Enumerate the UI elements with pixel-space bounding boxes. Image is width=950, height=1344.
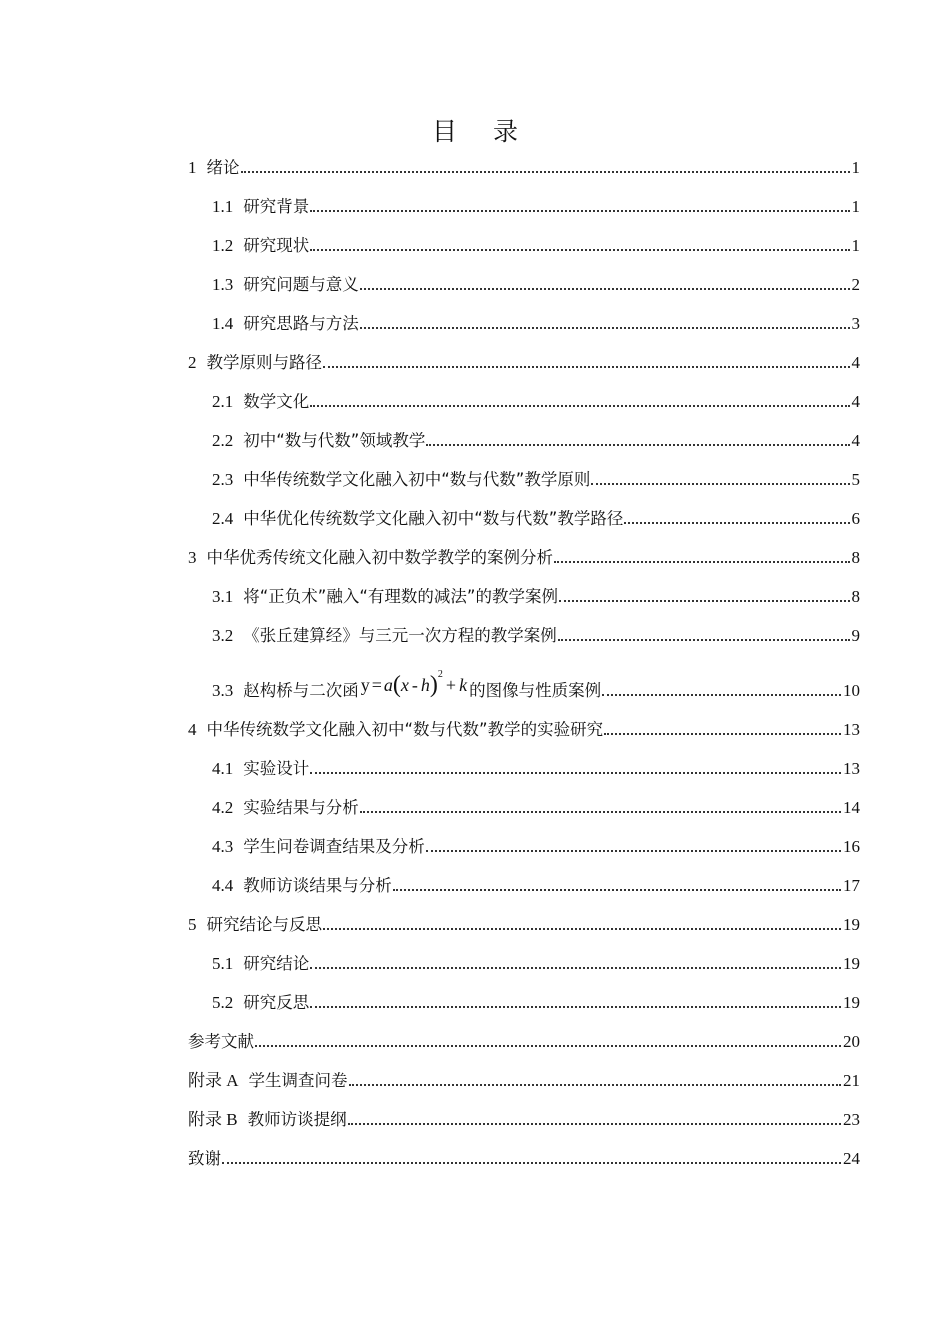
formula-exponent: 2 bbox=[437, 669, 443, 680]
toc-entry-1-4[interactable] bbox=[212, 308, 860, 334]
toc-entry-number: 1.4 bbox=[212, 314, 234, 333]
dot-leader bbox=[624, 522, 849, 524]
toc-entry-2-4[interactable] bbox=[212, 503, 860, 529]
toc-entry-title: 致谢 bbox=[188, 1149, 221, 1168]
toc-entry-page: 9 bbox=[851, 626, 860, 645]
toc-entry-number: 4.2 bbox=[212, 798, 234, 817]
dot-leader bbox=[604, 733, 841, 735]
formula-plus: + bbox=[445, 675, 457, 695]
toc-entry-title: 教学原则与路径 bbox=[206, 353, 322, 372]
quadratic-formula bbox=[360, 669, 468, 698]
toc-entry-4-2[interactable] bbox=[212, 792, 860, 818]
toc-entry-1[interactable] bbox=[188, 152, 860, 178]
dot-leader bbox=[393, 889, 841, 891]
toc-entry-5-2[interactable] bbox=[212, 987, 860, 1013]
dot-leader bbox=[348, 1123, 841, 1125]
toc-entry-3-1[interactable] bbox=[212, 581, 860, 607]
toc-entry-number: 2.3 bbox=[212, 470, 234, 489]
toc-entry-5[interactable] bbox=[188, 909, 860, 935]
dot-leader bbox=[255, 1045, 841, 1047]
dot-leader bbox=[310, 967, 841, 969]
toc-entry-title: 实验设计 bbox=[243, 759, 310, 778]
toc-entry-page: 1 bbox=[851, 197, 860, 216]
toc-entry-page: 6 bbox=[851, 509, 860, 528]
formula-x: x bbox=[400, 675, 409, 695]
toc-entry-number: 1.3 bbox=[212, 275, 234, 294]
toc-entry-number: 1.1 bbox=[212, 197, 234, 216]
toc-entry-page: 24 bbox=[843, 1149, 860, 1168]
toc-entry-number: 3.1 bbox=[212, 587, 234, 606]
toc-entry-title: 研究问题与意义 bbox=[243, 275, 359, 294]
toc-entry-page: 17 bbox=[843, 876, 860, 895]
dot-leader bbox=[310, 210, 849, 212]
toc-entry-page: 1 bbox=[851, 158, 860, 177]
formula-y: y bbox=[360, 675, 370, 695]
formula-h: h bbox=[420, 675, 430, 695]
dot-leader bbox=[360, 327, 850, 329]
dot-leader bbox=[558, 639, 850, 641]
toc-entry-page: 2 bbox=[851, 275, 860, 294]
dot-leader bbox=[554, 561, 850, 563]
toc-entry-number: 2 bbox=[188, 353, 197, 372]
dot-leader bbox=[360, 811, 841, 813]
toc-entry-title-after: 的图像与性质案例 bbox=[469, 681, 602, 700]
formula-minus: - bbox=[411, 675, 418, 695]
toc-entry-title: 中华优秀传统文化融入初中数学教学的案例分析 bbox=[206, 548, 553, 567]
toc-entry-title: 《张丘建算经》与三元一次方程的教学案例 bbox=[243, 626, 557, 645]
toc-entry-page: 8 bbox=[851, 548, 860, 567]
toc-entry-number: 1 bbox=[188, 158, 197, 177]
toc-entry-page: 13 bbox=[843, 720, 860, 739]
dot-leader bbox=[310, 249, 849, 251]
toc-entry-page: 19 bbox=[843, 954, 860, 973]
formula-k: k bbox=[459, 675, 468, 695]
dot-leader bbox=[360, 288, 850, 290]
toc-entry-number: 4.1 bbox=[212, 759, 234, 778]
toc-entry-page: 4 bbox=[851, 392, 860, 411]
toc-entry-number: 3 bbox=[188, 548, 197, 567]
toc-entry-page: 16 bbox=[843, 837, 860, 856]
formula-right-paren: ) bbox=[429, 672, 438, 698]
toc-entry-title: 研究现状 bbox=[243, 236, 310, 255]
toc-entry-2[interactable] bbox=[188, 347, 860, 373]
toc-entry-title: 研究反思 bbox=[243, 993, 310, 1012]
toc-entry-number: 5.2 bbox=[212, 993, 234, 1012]
toc-entry-number: 附录 A bbox=[188, 1071, 239, 1090]
toc-entry-1-1[interactable] bbox=[212, 191, 860, 217]
toc-entry-title: 教师访谈结果与分析 bbox=[243, 876, 392, 895]
dot-leader bbox=[241, 171, 850, 173]
toc-entry-page: 14 bbox=[843, 798, 860, 817]
toc-entry-3[interactable] bbox=[188, 542, 860, 568]
toc-entry-1-2[interactable] bbox=[212, 230, 860, 256]
toc-entry-number: 5 bbox=[188, 915, 197, 934]
toc-entry-number: 2.2 bbox=[212, 431, 234, 450]
toc-entry-number: 4.3 bbox=[212, 837, 234, 856]
toc-entry-title: 实验结果与分析 bbox=[243, 798, 359, 817]
toc-entry-title-before: 赵构桥与二次函 bbox=[243, 681, 359, 700]
toc-entry-page: 20 bbox=[843, 1032, 860, 1051]
dot-leader bbox=[323, 366, 850, 368]
toc-entry-3-3[interactable] bbox=[212, 669, 860, 701]
toc-entry-number: 2.1 bbox=[212, 392, 234, 411]
toc-entry-1-3[interactable] bbox=[212, 269, 860, 295]
dot-leader bbox=[426, 444, 849, 446]
toc-entry-title: 中华优化传统数学文化融入初中“数与代数”教学路径 bbox=[243, 509, 624, 528]
formula-a: a bbox=[383, 675, 393, 695]
toc-entry-acknowledgements[interactable] bbox=[188, 1143, 860, 1169]
toc-entry-page: 19 bbox=[843, 915, 860, 934]
toc-entry-2-3[interactable] bbox=[212, 464, 860, 490]
dot-leader bbox=[591, 483, 849, 485]
toc-entry-page: 5 bbox=[851, 470, 860, 489]
toc-entry-title: 中华传统数学文化融入初中“数与代数”教学的实验研究 bbox=[206, 720, 604, 739]
toc-entry-page: 21 bbox=[843, 1071, 860, 1090]
toc-entry-number: 4 bbox=[188, 720, 197, 739]
toc-entry-number: 3.3 bbox=[212, 681, 234, 700]
formula-equals: = bbox=[371, 675, 382, 695]
toc-entry-4[interactable] bbox=[188, 714, 860, 740]
dot-leader bbox=[349, 1084, 841, 1086]
toc-entry-4-3[interactable] bbox=[212, 831, 860, 857]
toc-title: 目 录 bbox=[432, 117, 532, 146]
dot-leader bbox=[310, 1006, 841, 1008]
dot-leader bbox=[222, 1162, 841, 1164]
formula-left-paren: ( bbox=[392, 672, 401, 698]
toc-entry-3-2[interactable] bbox=[212, 620, 860, 646]
toc-entry-page: 23 bbox=[843, 1110, 860, 1129]
toc-entry-page: 19 bbox=[843, 993, 860, 1012]
toc-entry-title: 研究背景 bbox=[243, 197, 310, 216]
toc-entry-page: 13 bbox=[843, 759, 860, 778]
toc-entry-appendix-b[interactable] bbox=[188, 1104, 860, 1130]
dot-leader bbox=[323, 928, 841, 930]
toc-entry-references[interactable] bbox=[188, 1026, 860, 1052]
toc-entry-title: 研究结论 bbox=[243, 954, 310, 973]
toc-entry-title: 参考文献 bbox=[188, 1032, 254, 1051]
toc-entry-4-1[interactable] bbox=[212, 753, 860, 779]
toc-entry-title: 数学文化 bbox=[243, 392, 310, 411]
toc-entry-title: 学生问卷调查结果及分析 bbox=[243, 837, 425, 856]
toc-entry-title: 学生调查问卷 bbox=[248, 1071, 348, 1090]
toc-entry-number: 附录 B bbox=[188, 1110, 238, 1129]
toc-entry-page: 4 bbox=[851, 431, 860, 450]
toc-entry-page: 8 bbox=[851, 587, 860, 606]
toc-entry-title: 初中“数与代数”领域教学 bbox=[243, 431, 426, 450]
toc-entry-title: 教师访谈提纲 bbox=[247, 1110, 347, 1129]
dot-leader bbox=[602, 694, 841, 696]
toc-entry-page: 3 bbox=[851, 314, 860, 333]
toc-entry-title: 绪论 bbox=[206, 158, 240, 177]
toc-entry-number: 1.2 bbox=[212, 236, 234, 255]
toc-entry-2-1[interactable] bbox=[212, 386, 860, 412]
toc-entry-appendix-a[interactable] bbox=[188, 1065, 860, 1091]
toc-entry-2-2[interactable] bbox=[212, 425, 860, 451]
toc-entry-title: 将“正负术”融入“有理数的减法”的教学案例 bbox=[243, 587, 558, 606]
toc-entry-title: 中华传统数学文化融入初中“数与代数”教学原则 bbox=[243, 470, 591, 489]
toc-entry-number: 3.2 bbox=[212, 626, 234, 645]
toc-entry-number: 2.4 bbox=[212, 509, 234, 528]
toc-entry-page: 10 bbox=[843, 681, 860, 700]
toc-entry-page: 1 bbox=[851, 236, 860, 255]
toc-entry-4-4[interactable] bbox=[212, 870, 860, 896]
dot-leader bbox=[310, 772, 841, 774]
toc-entry-number: 4.4 bbox=[212, 876, 234, 895]
dot-leader bbox=[426, 850, 841, 852]
toc-entry-5-1[interactable] bbox=[212, 948, 860, 974]
toc-entry-page: 4 bbox=[851, 353, 860, 372]
dot-leader bbox=[559, 600, 850, 602]
toc-entry-title: 研究结论与反思 bbox=[206, 915, 322, 934]
dot-leader bbox=[310, 405, 849, 407]
toc-entry-title: 研究思路与方法 bbox=[243, 314, 359, 333]
toc-entry-number: 5.1 bbox=[212, 954, 234, 973]
